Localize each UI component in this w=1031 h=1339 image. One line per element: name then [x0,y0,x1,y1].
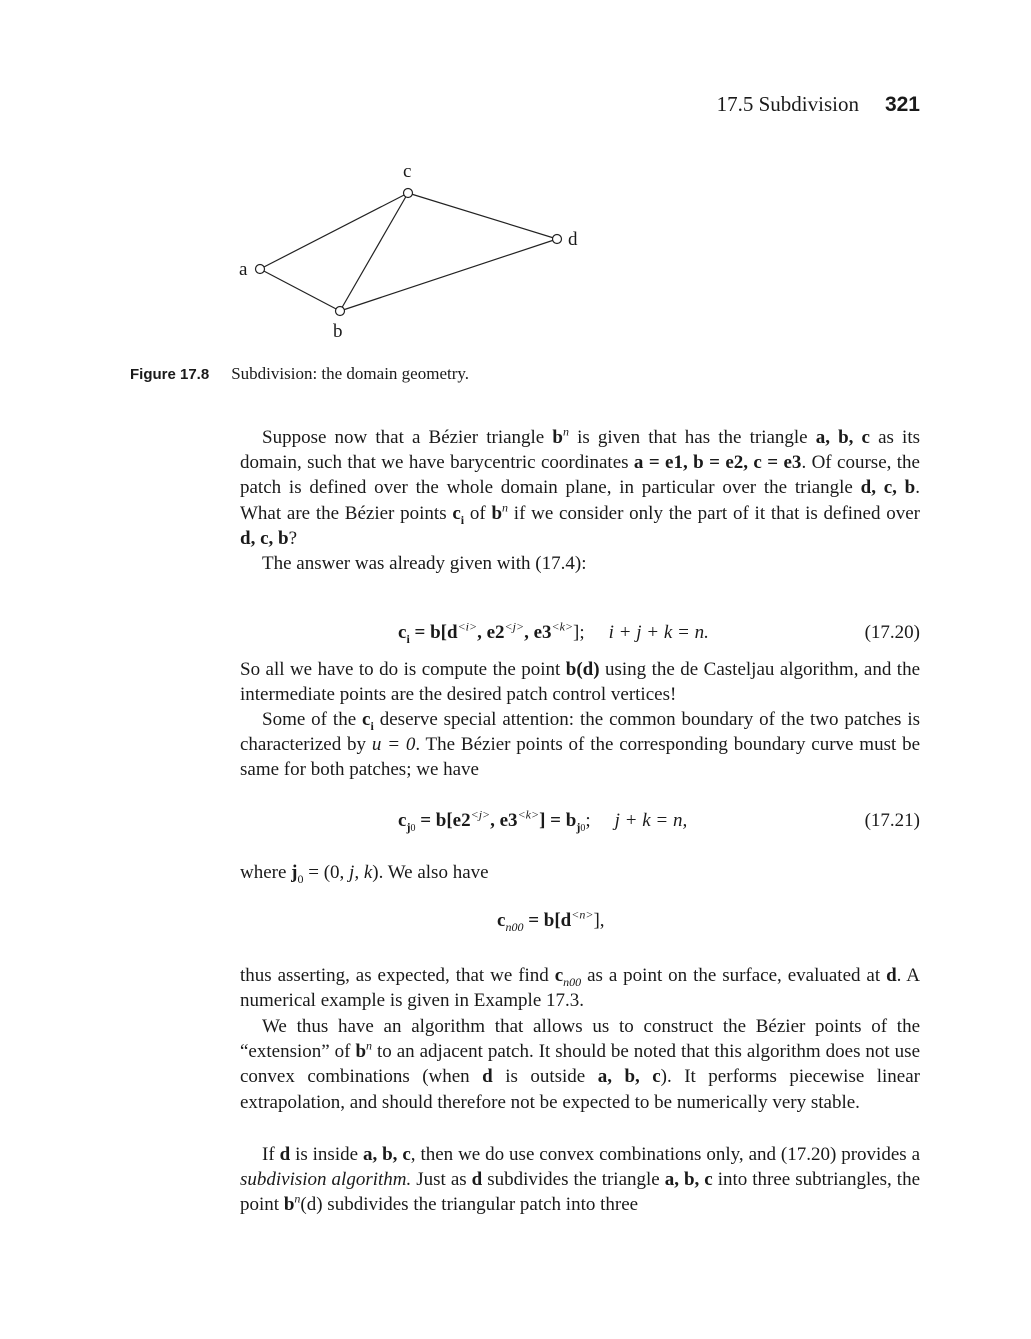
label-c: c [403,161,412,182]
label-d: d [568,229,578,250]
caption-label: Figure 17.8 [130,366,210,383]
paragraph-8: If d is inside a, b, c, then we do use convex combinations only, and (17.20) provides a subdivision algorithm. Just as d subdivides the triangle a, b, c into three subtriangles, the point $b^n(d)$ subdivides the triangular patch into three [240,1144,921,1216]
section-title: 17.5 Subdivision [716,92,859,116]
vertex-c [404,189,413,198]
paragraph-1: Suppose now that a Bézier triangle $b^n$ is given that has the triangle a, b, c as its domain, such that we have barycentric coordinates a = e1, b = e2, c = e3. Of course, the patch is defined over the whole domain plane, in particular over the triangle d, c, b. What are the Bézier points $c_i$ of $b^n$ if we consider only the part of it that is defined over d, c, b? [240,424,921,549]
page-number: 321 [884,93,920,116]
paragraph-2: The answer was already given with (17.4): [262,553,587,574]
paragraph-3: So all we have to do is compute the point b(d) using the de Casteljau algorithm, and the intermediate points are the desired patch control vertices! [240,659,920,706]
label-b: b [333,321,343,342]
edge-a-b [260,269,340,311]
paragraph-4: Some of the $c_i$ deserve special attention: the common boundary of the two patches is characterized by u = 0. The Bézier points of the corresponding boundary curve must be same for both patches; we have [240,709,920,781]
edge-b-d [340,239,557,311]
equation-number-17-20: (17.20) [864,622,920,643]
equation-17-21: $c_{j0} = b[e2^{<j>}$, $e3^{<k>}] = b_{j0}$; j + k = n, [398,807,688,834]
figure-caption [130,364,469,384]
paragraph-5: where $j_0 = (0$, j, k). We also have [240,862,489,886]
equation-number-17-21: (17.21) [864,810,920,831]
equation-17-20: $c_i = b[d^{<i>}$, $e2^{<j>}$, $e3^{<k>}$]; i + j + k = n. [398,619,709,646]
equation-cn00: $c_{n00} = b[d^{<n>}]$, [497,907,605,934]
vertex-d [553,235,562,244]
paragraph-6: thus asserting, as expected, that we find $c_{n00}$ as a point on the surface, evaluated at d. A numerical example is given in Example 17.3. [240,965,920,1012]
caption-text: Subdivision: the domain geometry. [231,364,470,383]
domain-geometry-figure [0,0,1031,360]
edge-c-d [408,193,557,239]
vertex-b [336,307,345,316]
label-a: a [239,259,248,280]
paragraph-7: We thus have an algorithm that allows us to construct the Bézier points of the “extension” of $b^n$ to an adjacent patch. It should be noted that this algorithm does not use convex combinations (when d is outside a, b, c). It performs piecewise linear extrapolation, and should therefore not be expected to be numerically very stable. [240,1016,920,1113]
vertex-a [256,265,265,274]
